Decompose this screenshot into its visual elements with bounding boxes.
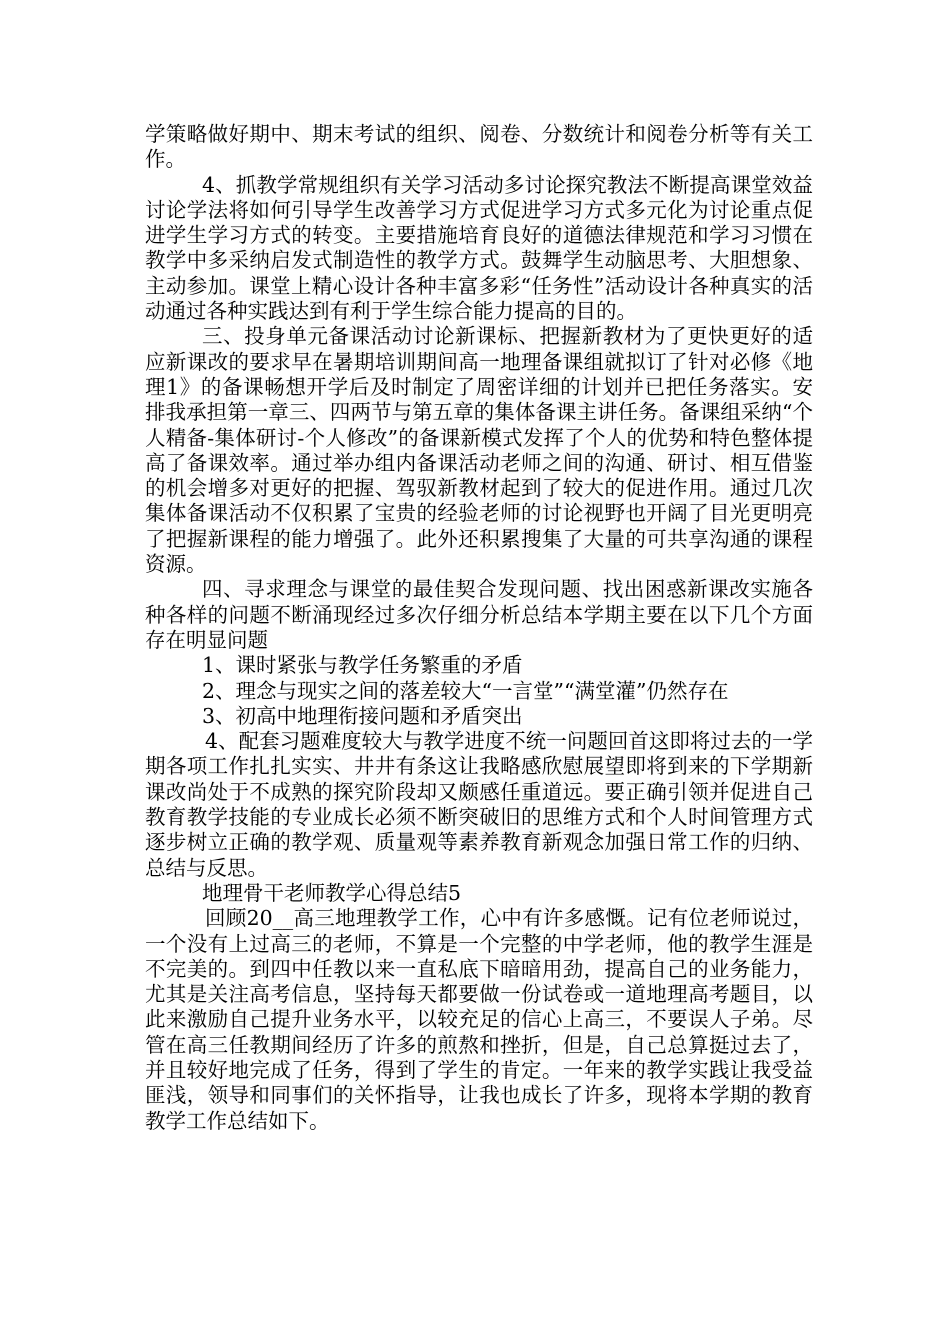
section-heading-summary-5: 地理骨干老师教学心得总结5 [202, 880, 462, 905]
list-item-problem-1: 1、课时紧张与教学任务繁重的矛盾 [202, 653, 523, 678]
paragraph-problems-intro: 四、寻求理念与课堂的最佳契合发现问题、找出困惑新课改实施各种各样的问题不断涌现经过多次仔细分析总结本学期主要在以下几个方面存在明显问题 [145, 577, 813, 652]
list-item-problem-2: 2、理念与现实之间的落差较大“一言堂”“满堂灌”仍然存在 [202, 678, 729, 703]
paragraph-continued-exam-work: 学策略做好期中、期末考试的组织、阅卷、分数统计和阅卷分析等有关工作。 [145, 122, 813, 172]
list-item-problem-4: 4、配套习题难度较大与教学进度不统一问题回首这即将过去的一学期各项工作扎扎实实、井井有条这让我略感欣慰展望即将到来的下学期新课改尚处于不成熟的探究阶段却又颇感任重道远。要正确引领并促进自己教育教学技能的专业成长必须不断突破旧的思维方式和个人时间管理方式逐步树立正确的教学观、质量观等素养教育新观念加强日常工作的归纳、总结与反思。 [145, 729, 813, 880]
paragraph-review-senior-three: 回顾20__高三地理教学工作，心中有许多感慨。记有位老师说过，一个没有上过高三的老师，不算是一个完整的中学老师，他的教学生涯是不完美的。到四中任教以来一直私底下暗暗用劲，提高自己的业务能力，尤其是关注高考信息，坚持每天都要做一份试卷或一道地理高考题目，以此来激励自己提升业务水平，以较充足的信心上高三，不要误人子弟。尽管在高三任教期间经历了许多的煎熬和挫折，但是，自己总算挺过去了，并且较好地完成了任务，得到了学生的肯定。一年来的教学实践让我受益匪浅，领导和同事们的关怀指导，让我也成长了许多，现将本学期的教育教学工作总结如下。 [145, 906, 813, 1133]
paragraph-unit-lesson-prep: 三、投身单元备课活动讨论新课标、把握新教材为了更快更好的适应新课改的要求早在暑期培训期间高一地理备课组就拟订了针对必修《地理1》的备课畅想开学后及时制定了周密详细的计划并已把任务落实。安排我承担第一章三、四两节与第五章的集体备课主讲任务。备课组采纳“个人精备-集体研讨-个人修改”的备课新模式发挥了个人的优势和特色整体提高了备课效率。通过举办组内备课活动老师之间的沟通、研讨、相互借鉴的机会增多对更好的把握、驾驭新教材起到了较大的促进作用。通过几次集体备课活动不仅积累了宝贵的经验老师的讨论视野也开阔了目光更明亮了把握新课程的能力增强了。此外还积累搜集了大量的可共享沟通的课程资源。 [145, 324, 813, 577]
paragraph-teaching-routine: 4、抓教学常规组织有关学习活动多讨论探究教法不断提高课堂效益讨论学法将如何引导学生改善学习方式促进学习方式多元化为讨论重点促进学生学习方式的转变。主要措施培育良好的道德法律规范和学习习惯在教学中多采纳启发式制造性的教学方式。鼓舞学生动脑思考、大胆想象、主动参加。课堂上精心设计各种丰富多彩“任务性”活动设计各种真实的活动通过各种实践达到有利于学生综合能力提高的目的。 [145, 172, 813, 324]
list-item-problem-3: 3、初高中地理衔接问题和矛盾突出 [202, 703, 523, 728]
document-body [145, 122, 813, 1134]
